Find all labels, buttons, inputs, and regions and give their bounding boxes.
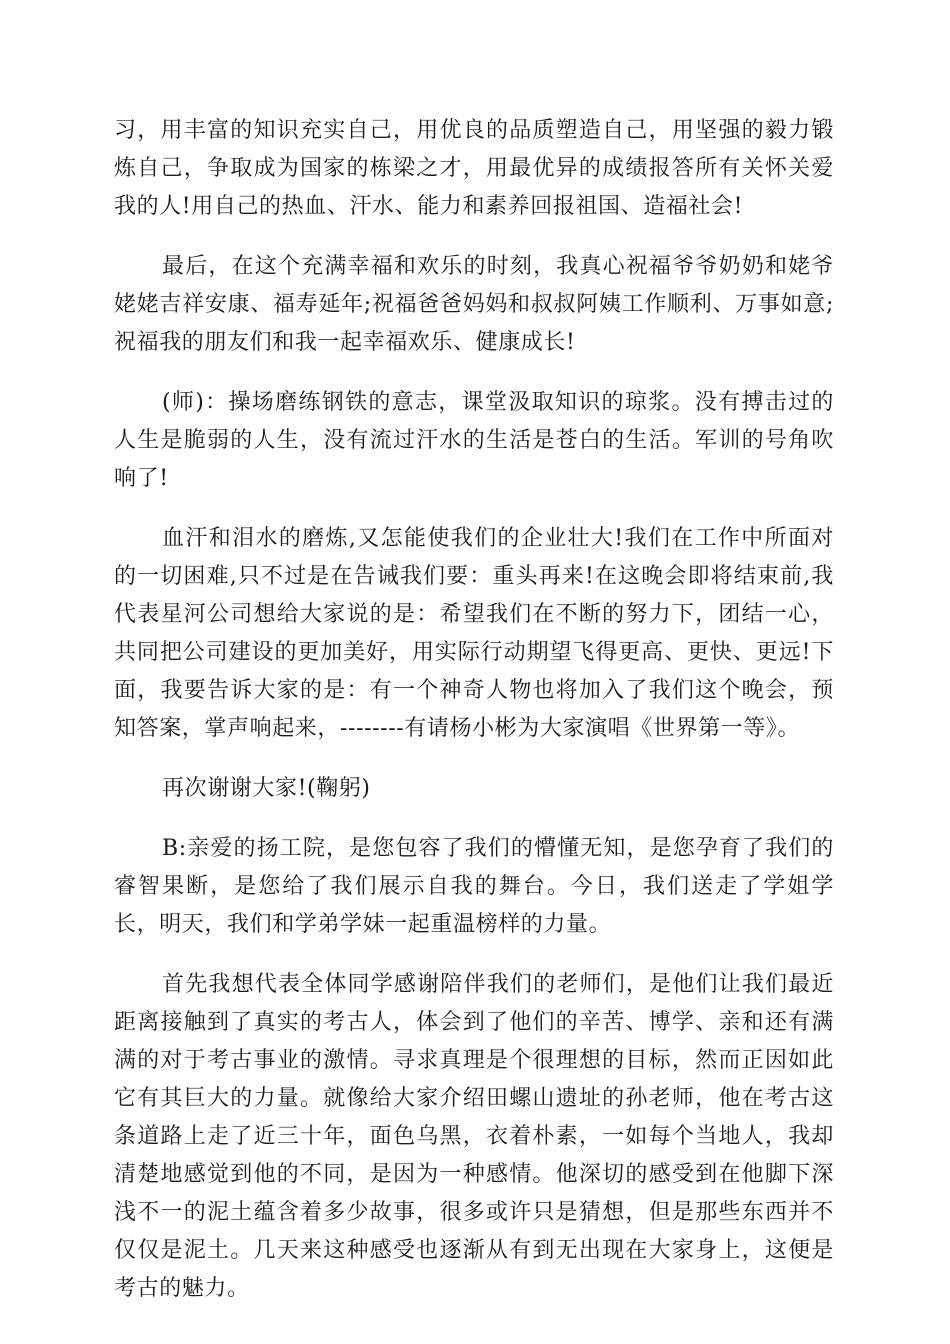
document-body [114, 112, 834, 1330]
paragraph-2: 最后，在这个充满幸福和欢乐的时刻，我真心祝福爷爷奶奶和姥爷姥姥吉祥安康、福寿延年;祝福爸爸妈妈和叔叔阿姨工作顺利、万事如意;祝福我的朋友们和我一起幸福欢乐、健康成长! [114, 254, 834, 355]
paragraph-4: 血汗和泪水的磨炼,又怎能使我们的企业壮大!我们在工作中所面对的一切困难,只不过是在告诫我们要：重头再来!在这晚会即将结束前,我代表星河公司想给大家说的是：希望我们在不断的努力下，团结一心，共同把公司建设的更加美好，用实际行动期望飞得更高、更快、更远!下面，我要告诉大家的是：有一个神奇人物也将加入了我们这个晚会，预知答案，掌声响起来，--------有请杨小彬为大家演唱《世界第一等》。 [114, 526, 834, 741]
paragraph-7: 首先我想代表全体同学感谢陪伴我们的老师们，是他们让我们最近距离接触到了真实的考古人，体会到了他们的辛苦、博学、亲和还有满满的对于考古事业的激情。寻求真理是个很理想的目标，然而正因如此它有其巨大的力量。就像给大家介绍田螺山遗址的孙老师，他在考古这条道路上走了近三十年，面色乌黑，衣着朴素，一如每个当地人，我却清楚地感觉到他的不同，是因为一种感情。他深切的感受到在他脚下深浅不一的泥土蕴含着多少故事，很多或许只是猜想，但是那些东西并不仅仅是泥土。几天来这种感受也逐渐从有到无出现在大家身上，这便是考古的魅力。 [114, 972, 834, 1301]
paragraph-6: B:亲爱的扬工院，是您包容了我们的懵懂无知，是您孕育了我们的睿智果断，是您给了我们展示自我的舞台。今日，我们送走了学姐学长，明天，我们和学弟学妹一起重温榜样的力量。 [114, 836, 834, 937]
paragraph-3: (师)：操场磨练钢铁的意志，课堂汲取知识的琼浆。没有搏击过的人生是脆弱的人生，没有流过汗水的生活是苍白的生活。军训的号角吹响了! [114, 390, 834, 491]
paragraph-5: 再次谢谢大家!(鞠躬) [162, 776, 371, 801]
paragraph-1: 习，用丰富的知识充实自己，用优良的品质塑造自己，用坚强的毅力锻炼自己，争取成为国家的栋梁之才，用最优异的成绩报答所有关怀关爱我的人!用自己的热血、汗水、能力和素养回报祖国、造福社会! [114, 118, 834, 219]
